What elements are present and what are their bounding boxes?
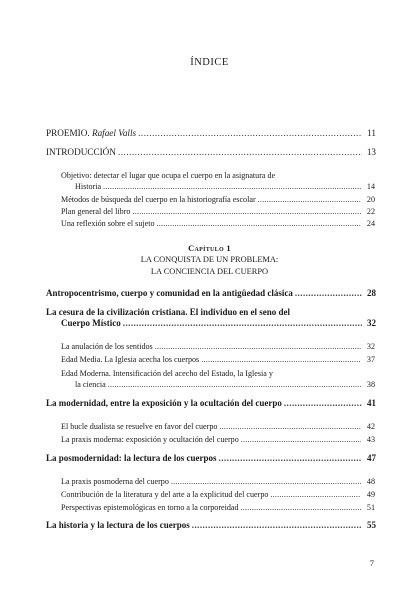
toc-section-modernidad[interactable] <box>46 398 376 409</box>
toc-entry-label[interactable]: La cesura de la civilización cristiana. El individuo en el seno del <box>46 307 291 317</box>
dot-leader <box>192 520 362 531</box>
toc-entry-proemio[interactable] <box>46 128 376 139</box>
chapter-label: Capítulo 1 <box>188 244 231 253</box>
toc-entry-label: La historia y la lectura de los cuerpos <box>46 520 190 530</box>
toc-entry-label: Una reflexión sobre el sujeto <box>61 219 155 228</box>
toc-page-number: 38 <box>366 380 375 389</box>
dot-leader <box>241 434 361 445</box>
toc-entry-label: El bucle dualista se resuelve en favor del cuerpo <box>61 422 218 431</box>
dot-leader <box>241 502 361 513</box>
toc-entry-label: Antropocentrismo, cuerpo y comunidad en la antigüedad clásica <box>46 288 293 298</box>
dot-leader <box>118 147 362 158</box>
toc-page-number: 47 <box>367 453 376 463</box>
dot-leader <box>108 379 361 390</box>
toc-page-number: 43 <box>366 435 375 444</box>
dot-leader <box>155 341 361 352</box>
toc-page-number: 28 <box>367 288 376 298</box>
toc-entry-edad-moderna[interactable] <box>75 379 375 390</box>
toc-page-number: 48 <box>366 477 375 486</box>
toc-entry-edad-media[interactable] <box>61 354 375 365</box>
dot-leader <box>132 206 361 217</box>
toc-page-number: 20 <box>366 195 375 204</box>
toc-page-number: 41 <box>367 398 376 408</box>
toc-entry-label[interactable]: Edad Moderna. Intensificación del acecho del Estado, la Iglesia y <box>61 369 273 378</box>
toc-entry-label: Perspectivas epistemológicas en torno a la corporeidad <box>61 503 239 512</box>
toc-entry-label: La posmodernidad: la lectura de los cuerpos <box>46 453 217 463</box>
dot-leader <box>171 476 361 487</box>
toc-page-number: 49 <box>366 490 375 499</box>
toc-entry-label: La praxis posmoderna del cuerpo <box>61 477 169 486</box>
toc-entry-label: La modernidad, entre la exposición y la ocultación del cuerpo <box>46 398 282 408</box>
toc-entry-label: INTRODUCCIÓN <box>46 147 116 157</box>
chapter-title-line2: LA CONCIENCIA DEL CUERPO <box>150 267 269 276</box>
toc-page-number: 55 <box>367 520 376 530</box>
toc-page-number: 14 <box>366 182 375 191</box>
toc-entry-introduccion[interactable] <box>46 147 376 158</box>
toc-page-number: 32 <box>366 342 375 351</box>
dot-leader <box>284 398 362 409</box>
toc-entry-label: Plan general del libro <box>61 207 131 216</box>
dot-leader <box>103 181 361 192</box>
toc-page-number: 11 <box>367 128 376 138</box>
dot-leader <box>123 318 362 329</box>
dot-leader <box>201 354 361 365</box>
toc-page-number: 24 <box>366 219 375 228</box>
toc-entry-label: La praxis moderna: exposición y ocultación del cuerpo <box>61 435 239 444</box>
page-title: ÍNDICE <box>190 57 229 68</box>
toc-entry-reflexion[interactable] <box>61 218 375 229</box>
toc-entry-praxis-posmoderna[interactable] <box>61 476 375 487</box>
toc-entry-contribucion[interactable] <box>61 489 375 500</box>
toc-entry-label: Contribución de la literatura y del arte a la explicitud del cuerpo <box>61 490 269 499</box>
toc-page-number: 22 <box>366 207 375 216</box>
toc-page-number: 42 <box>366 422 375 431</box>
dot-leader <box>157 218 362 229</box>
toc-page-number: 51 <box>366 503 375 512</box>
toc-entry-anulacion[interactable] <box>61 341 375 352</box>
dot-leader <box>219 453 362 464</box>
dot-leader <box>138 128 362 139</box>
toc-entry-objetivo[interactable] <box>75 181 375 192</box>
toc-entry-praxis-moderna[interactable] <box>61 434 375 445</box>
toc-entry-label: PROEMIO. <box>46 128 90 138</box>
page-number: 7 <box>369 558 374 568</box>
toc-page-number: 13 <box>366 147 376 157</box>
toc-entry-label: Edad Media. La Iglesia acecha los cuerpos <box>61 355 200 364</box>
dot-leader <box>219 421 361 432</box>
toc-entry-metodos[interactable] <box>61 194 375 205</box>
toc-section-cesura[interactable] <box>61 318 376 329</box>
toc-entry-bucle[interactable] <box>61 421 375 432</box>
toc-page-number: 32 <box>367 318 376 328</box>
dot-leader <box>270 489 361 500</box>
toc-entry-label: Historia <box>75 182 102 191</box>
toc-section-antropocentrismo[interactable] <box>46 288 376 299</box>
dot-leader <box>258 194 361 205</box>
toc-entry-label: La anulación de los sentidos <box>61 342 153 351</box>
toc-section-historia[interactable] <box>46 520 376 531</box>
toc-entry-label[interactable]: Objetivo: detectar el lugar que ocupa el cuerpo en la asignatura de <box>61 171 276 180</box>
toc-entry-label: Cuerpo Místico <box>61 318 121 328</box>
toc-entry-plan[interactable] <box>61 206 375 217</box>
toc-entry-label: Métodos de búsqueda del cuerpo en la historiografía escolar <box>61 195 256 204</box>
toc-page-number: 37 <box>366 355 375 364</box>
chapter-title-line1: LA CONQUISTA DE UN PROBLEMA: <box>140 255 279 264</box>
toc-entry-perspectivas[interactable] <box>61 502 375 513</box>
dot-leader <box>295 288 362 299</box>
toc-entry-label: la ciencia <box>75 380 106 389</box>
toc-section-posmodernidad[interactable] <box>46 453 376 464</box>
toc-entry-author: Rafael Valls <box>91 128 137 138</box>
